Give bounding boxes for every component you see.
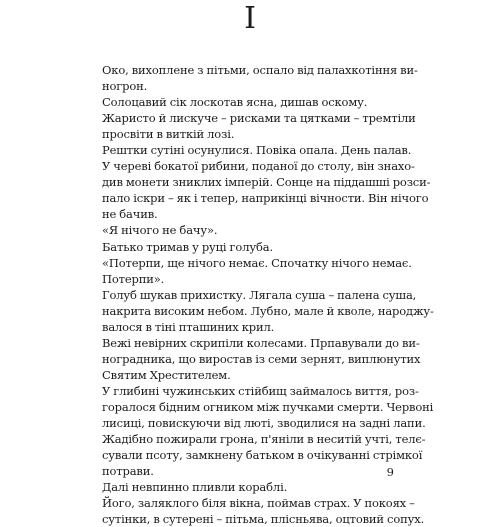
text-line: просвіти в виткій лозі.: [102, 127, 235, 142]
text-line: Далі невпинно пливли кораблі.: [102, 480, 288, 495]
chapter-number: I: [244, 1, 256, 36]
text-line: не бачив.: [102, 207, 158, 222]
text-line: Вежі невірних скрипіли колесами. Прпавували до ви-: [102, 335, 420, 350]
text-line: Рештки сутіні осунулися. Повіка опала. День палав.: [102, 143, 412, 158]
text-line: Голуб шукав прихистку. Лягала суша – палена суша,: [102, 287, 417, 302]
text-line: валося в тіні пташиних крил.: [102, 319, 275, 334]
text-line: ногрон.: [102, 79, 148, 94]
text-line: «Потерпи, ще нічого немає. Спочатку нічого немає.: [102, 255, 412, 270]
text-line: сували псоту, замкнену батьком в очікуванні стрімкої: [102, 448, 423, 463]
text-line: Його, заляклого біля вікна, поймав страх. У покоях –: [102, 496, 415, 511]
text-line: Солоцавий сік лоскотав ясна, дишав оскому.: [102, 95, 368, 110]
text-line: Святим Хрестителем.: [102, 367, 231, 382]
text-line: лисиці, повискуючи від люті, зводилися на задні лапи.: [102, 416, 426, 431]
page-number: 9: [386, 465, 394, 479]
text-line: Око, вихоплене з пітьми, оспало від палахкотіння ви-: [102, 63, 418, 77]
text-line: У череві бокатої рибини, поданої до столу, він знахо-: [102, 159, 415, 174]
text-line: накрита високим небом. Лубно, мале й кволе, народжу-: [102, 303, 434, 318]
text-line: сутінки, в сутерені – пітьма, плісньява, оцтовий сопух.: [102, 512, 425, 527]
chapter-text: [102, 62, 434, 527]
text-line: пало іскри – як і тепер, наприкінці вічности. Він нічого: [102, 191, 429, 206]
text-line: див монети зниклих імперій. Сонце на піддашші розси-: [102, 175, 431, 190]
text-line: потрави.: [102, 464, 154, 479]
text-line: горалося бідним огником між пучками смерти. Червоні: [102, 399, 434, 414]
text-line: У глибині чужинських стійбищ займалось виття, роз-: [102, 383, 419, 398]
text-line: Жадібно пожирали грона, п'яніли в неситій учті, телє-: [102, 432, 426, 447]
text-line: «Я нічого не бачу».: [102, 223, 218, 238]
text-line: Потерпи».: [102, 271, 165, 286]
text-line: Батько тримав у руці голуба.: [102, 239, 273, 254]
text-line: ноградника, що виростав із семи зернят, виплюнутих: [102, 351, 421, 366]
text-line: Жаристо й лискуче – рисками та цятками – тремтіли: [102, 111, 416, 126]
